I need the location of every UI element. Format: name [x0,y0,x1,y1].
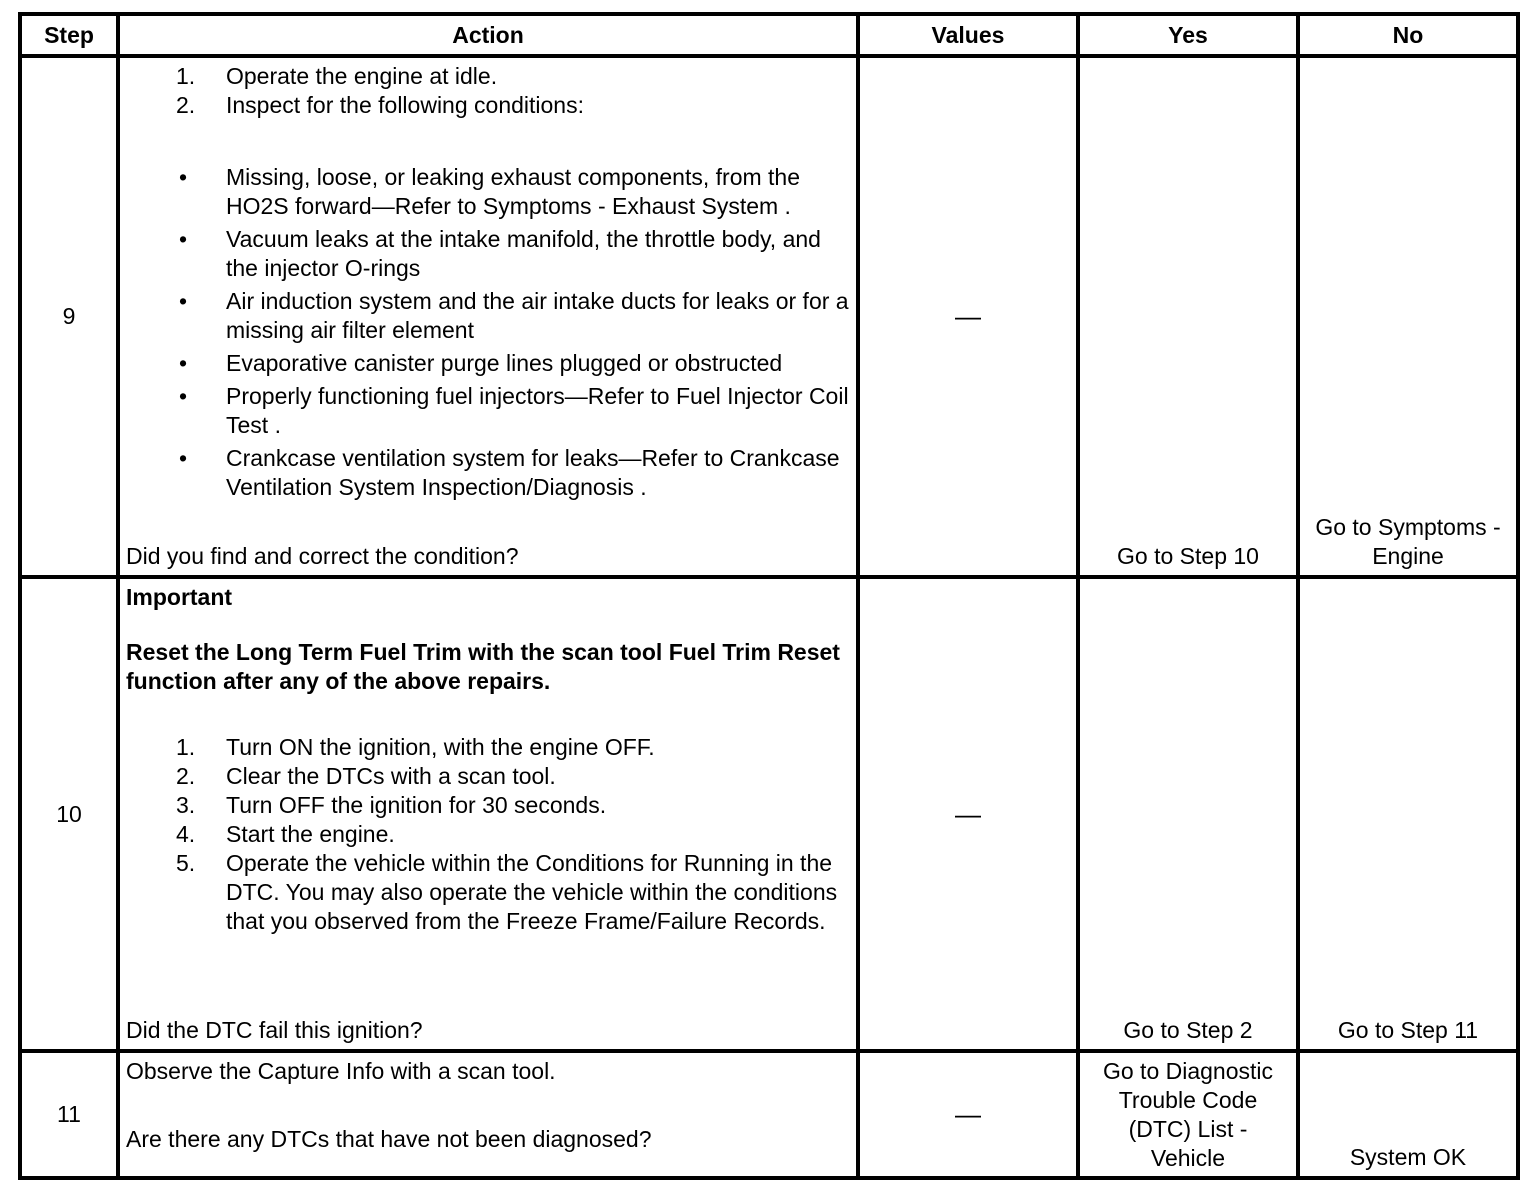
step-number: 10 [20,577,118,1051]
header-step: Step [20,14,118,56]
action-cell [118,577,858,1051]
yes-cell: Go to Diagnostic Trouble Code (DTC) List - Vehicle [1078,1051,1298,1178]
table-row-step-9 [20,56,1518,577]
important-label: Important [126,584,233,610]
no-cell: Go to Symptoms - Engine [1298,56,1518,577]
action-cell [118,56,858,577]
list-item: 1. Turn ON the ignition, with the engine OFF. [176,734,655,760]
values-cell: — [858,577,1078,1051]
action-cell [118,1051,858,1178]
list-item: 3. Turn OFF the ignition for 30 seconds. [176,792,607,818]
list-item: 1. Operate the engine at idle. [176,63,498,89]
list-item: 2. Inspect for the following conditions: [176,92,584,118]
values-cell: — [858,1051,1078,1178]
numbered-list [126,62,850,120]
header-no: No [1298,14,1518,56]
question: Did you find and correct the condition? [126,543,519,569]
question: Are there any DTCs that have not been diagnosed? [126,1126,652,1152]
question: Did the DTC fail this ignition? [126,1017,423,1043]
header-row [20,14,1518,56]
important-note: Reset the Long Term Fuel Trim with the scan tool Fuel Trim Reset function after any of the above repairs. [126,639,840,694]
step-number: 9 [20,56,118,577]
list-item: • Vacuum leaks at the intake manifold, the throttle body, and the injector O-rings [179,226,821,281]
list-item: • Evaporative canister purge lines plugged or obstructed [179,350,783,376]
numbered-list [126,733,850,936]
header-yes: Yes [1078,14,1298,56]
yes-cell: Go to Step 10 [1078,56,1298,577]
list-item: 5. Operate the vehicle within the Conditions for Running in the DTC. You may also operate the vehicle within the conditions that you observed from the Freeze Frame/Failure Records. [176,850,838,934]
diagnostic-table [18,12,1520,1180]
list-item: 4. Start the engine. [176,821,395,847]
list-item: • Air induction system and the air intake ducts for leaks or for a missing air filter element [179,288,849,343]
header-values: Values [858,14,1078,56]
list-item: • Missing, loose, or leaking exhaust components, from the HO2S forward—Refer to Symptoms - Exhaust System . [179,164,801,219]
table-row-step-11 [20,1051,1518,1178]
list-item: 2. Clear the DTCs with a scan tool. [176,763,556,789]
yes-cell: Go to Step 2 [1078,577,1298,1051]
bullet-list [126,163,850,502]
step-number: 11 [20,1051,118,1178]
table-row-step-10 [20,577,1518,1051]
no-cell: Go to Step 11 [1298,577,1518,1051]
header-action: Action [118,14,858,56]
list-item: • Crankcase ventilation system for leaks—Refer to Crankcase Ventilation System Inspection/Diagnosis . [179,445,840,500]
no-cell: System OK [1298,1051,1518,1178]
values-cell: — [858,56,1078,577]
action-text: Observe the Capture Info with a scan tool. [126,1058,556,1084]
list-item: • Properly functioning fuel injectors—Refer to Fuel Injector Coil Test . [179,383,849,438]
